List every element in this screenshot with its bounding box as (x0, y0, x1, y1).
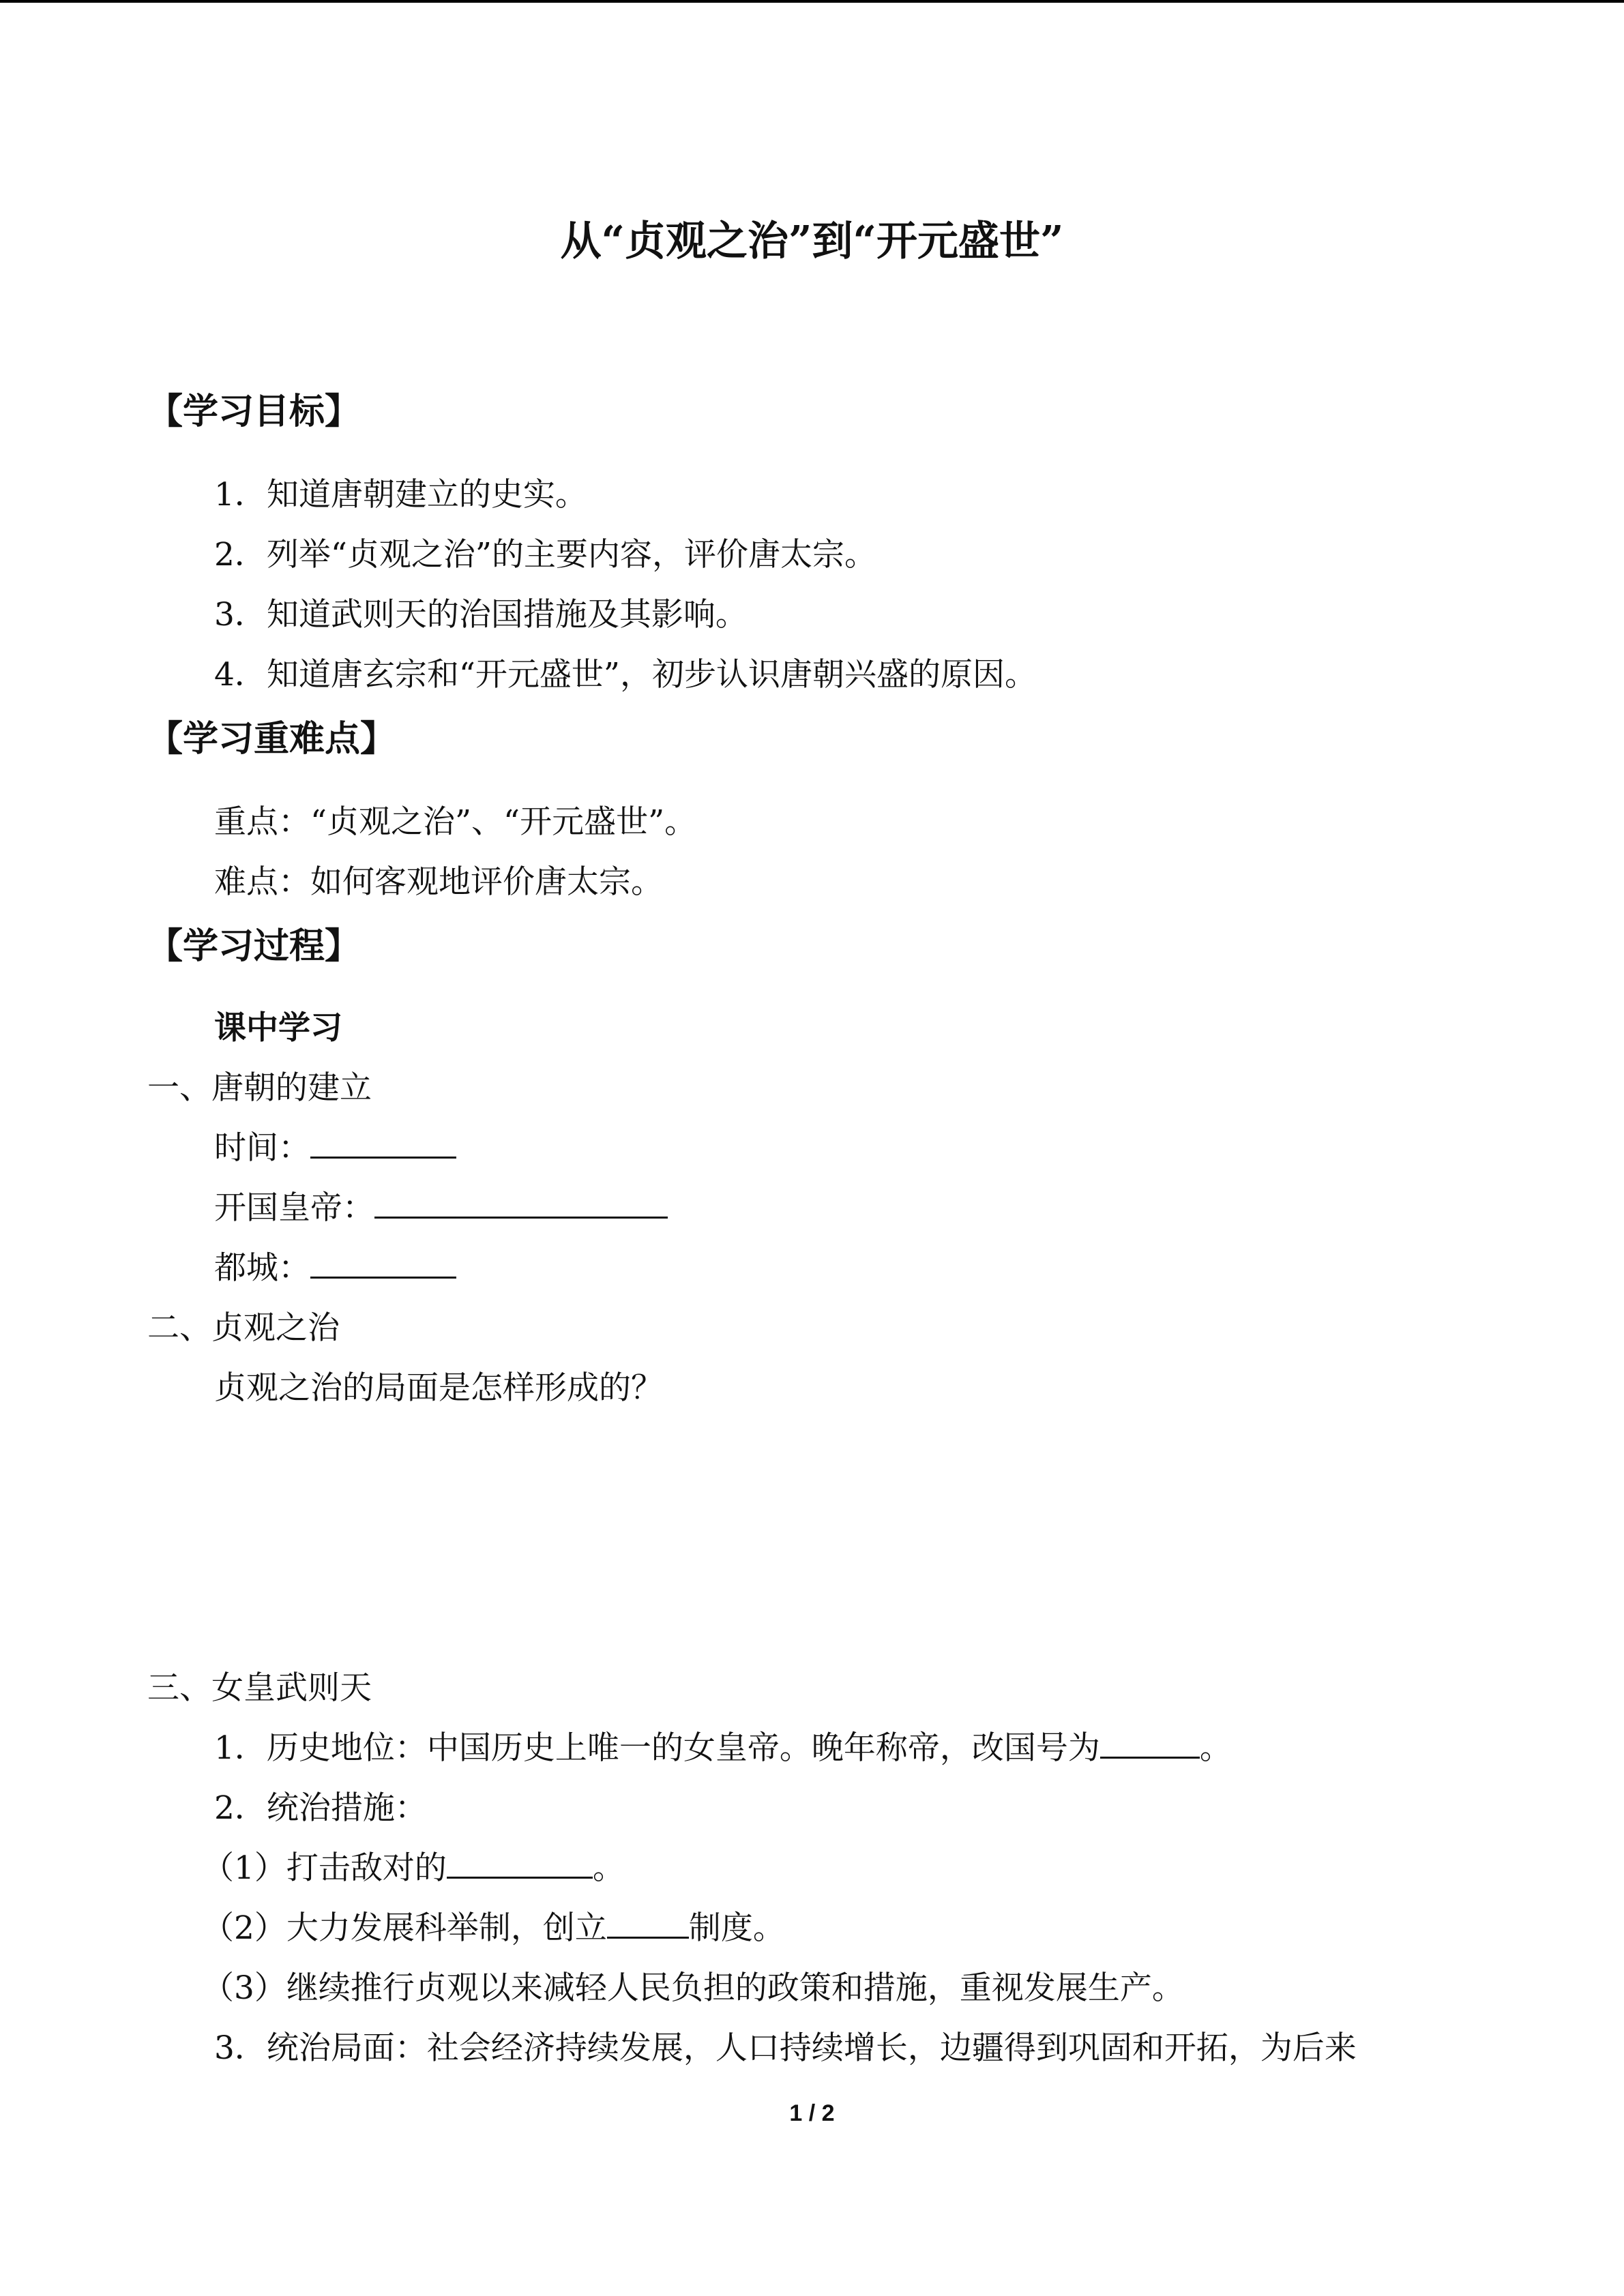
system-blank[interactable] (607, 1908, 689, 1939)
part3-item-2: 2．统治措施： (214, 1789, 427, 1827)
part3-sub-1-end: 。 (592, 1849, 625, 1887)
emperor-label: 开国皇帝： (214, 1189, 374, 1227)
document-title: 从“贞观之治”到“开元盛世” (560, 218, 1064, 265)
enemy-blank[interactable] (447, 1848, 593, 1879)
part3-sub-2-text: （2）大力发展科举制，创立 (202, 1909, 607, 1947)
part3-item-1 (214, 1728, 1232, 1769)
part3-sub-1 (202, 1848, 625, 1889)
part3-item-3: 3．统治局面：社会经济持续发展，人口持续增长，边疆得到巩固和开拓，为后来 (214, 2029, 1357, 2067)
key-points-heading: 【学习重难点】 (147, 719, 396, 760)
part2-question: 贞观之治的局面是怎样形成的？ (214, 1369, 663, 1407)
part3-sub-3: （3）继续推行贞观以来减轻人民负担的政策和措施，重视发展生产。 (202, 1969, 1184, 2007)
key-point-item-1: 重点：“贞观之治”、“开元盛世”。 (214, 803, 697, 841)
capital-label: 都城： (214, 1249, 310, 1287)
capital-blank[interactable] (310, 1248, 456, 1279)
part3-sub-1-text: （1）打击敌对的 (202, 1849, 447, 1887)
part1-emperor-row (214, 1188, 668, 1229)
goals-heading: 【学习目标】 (147, 391, 361, 432)
part3-item-1-end: 。 (1199, 1729, 1232, 1767)
goal-item-4: 4．知道唐玄宗和“开元盛世”，初步认识唐朝兴盛的原因。 (214, 656, 1037, 694)
part3-item-1-text: 1．历史地位：中国历史上唯一的女皇帝。晚年称帝，改国号为 (214, 1729, 1100, 1767)
part1-capital-row (214, 1248, 456, 1289)
goal-item-3: 3．知道武则天的治国措施及其影响。 (214, 596, 748, 633)
part1-title: 一、唐朝的建立 (147, 1069, 372, 1107)
process-heading: 【学习过程】 (147, 926, 361, 967)
part3-sub-2 (202, 1908, 785, 1949)
goal-item-2: 2．列举“贞观之治”的主要内容，评价唐太宗。 (214, 536, 876, 573)
part1-time-row (214, 1128, 456, 1169)
dynasty-name-blank[interactable] (1100, 1728, 1200, 1759)
goal-item-1: 1．知道唐朝建立的史实。 (214, 476, 587, 513)
key-point-item-2: 难点：如何客观地评价唐太宗。 (214, 863, 663, 901)
part3-sub-2-end: 制度。 (688, 1909, 785, 1947)
time-blank[interactable] (310, 1128, 456, 1159)
time-label: 时间： (214, 1129, 310, 1167)
emperor-blank[interactable] (374, 1188, 668, 1219)
process-subheading: 课中学习 (214, 1009, 342, 1047)
part3-title: 三、女皇武则天 (147, 1669, 372, 1707)
part2-title: 二、贞观之治 (147, 1309, 340, 1347)
page-number: 1 / 2 (789, 2100, 835, 2126)
